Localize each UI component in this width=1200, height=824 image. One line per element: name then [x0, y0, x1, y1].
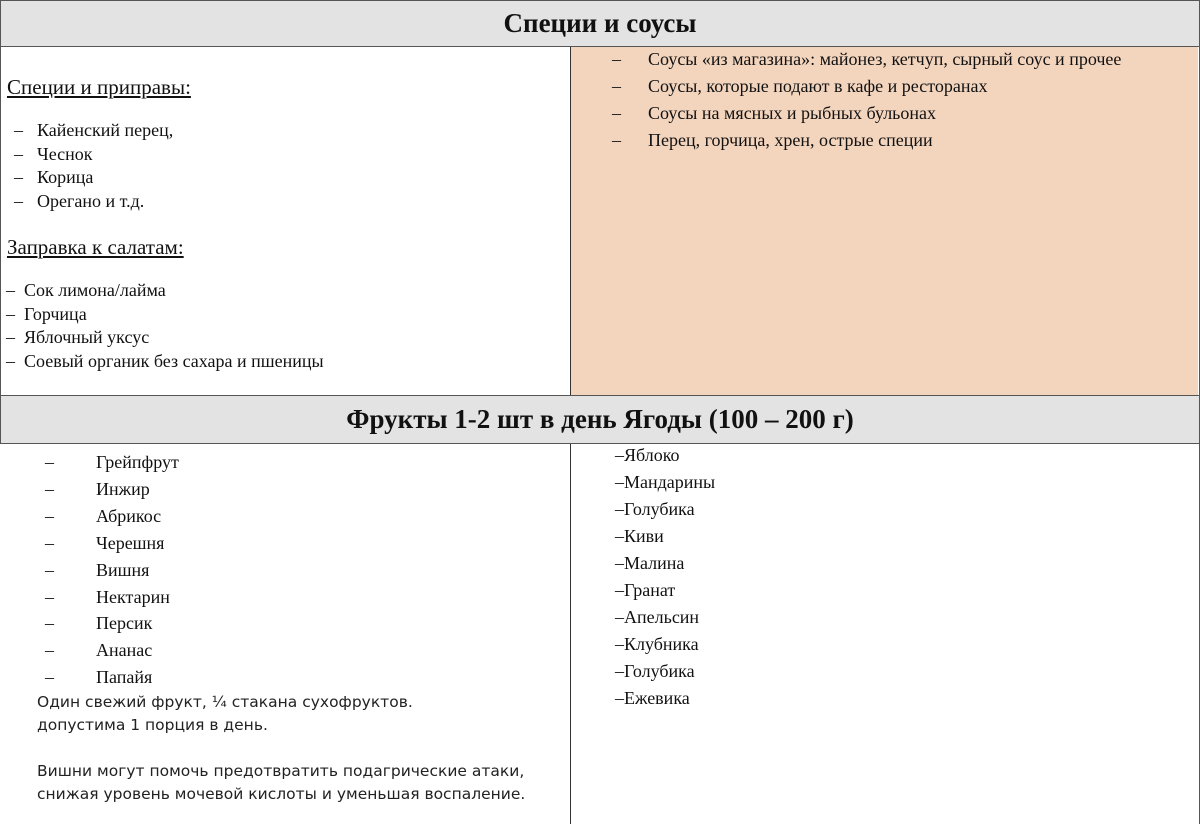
dash-bullet: –	[45, 640, 54, 661]
dash-bullet: –	[612, 76, 621, 96]
list-item-text: Абрикос	[96, 505, 162, 526]
list-item	[615, 604, 715, 631]
dash-bullet: –	[6, 327, 15, 347]
note-line: снижая уровень мочевой кислоты и уменьшая воспаление.	[37, 785, 526, 803]
list-item-text: Соусы «из магазина»: майонез, кетчуп, сырный соус и прочее	[648, 49, 1122, 69]
list-item	[615, 631, 715, 658]
list-item	[615, 496, 715, 523]
note-line: Один свежий фрукт, ¼ стакана сухофруктов.	[37, 693, 413, 711]
list-item-text: Корица	[37, 167, 94, 187]
list-item	[612, 73, 1121, 100]
list-item	[615, 550, 715, 577]
dash-bullet: –	[615, 472, 624, 492]
list-item-text: Папайя	[96, 667, 153, 688]
list-item	[6, 279, 324, 303]
list-item	[45, 476, 179, 503]
dash-bullet: –	[6, 280, 15, 300]
avoid-sauces-list	[612, 46, 1121, 154]
list-item-text: Малина	[624, 553, 685, 573]
list-item	[45, 449, 179, 476]
dash-bullet: –	[615, 580, 624, 600]
note-line	[37, 737, 525, 760]
dash-bullet: –	[612, 49, 621, 69]
section-header-fruits: Фрукты 1-2 шт в день Ягоды (100 – 200 г)	[0, 395, 1200, 444]
list-item	[45, 610, 179, 637]
list-item	[45, 557, 179, 584]
list-item	[6, 326, 324, 350]
dash-bullet: –	[6, 303, 15, 324]
section-header-spices: Специи и соусы	[0, 0, 1200, 47]
dash-bullet: –	[45, 559, 54, 580]
list-item-text: Перец, горчица, хрен, острые специи	[648, 130, 933, 150]
fruit-note	[37, 691, 525, 806]
dash-bullet: –	[615, 445, 624, 465]
list-item-text: Персик	[96, 613, 153, 634]
list-item-text: Соевый органик без сахара и пшеницы	[24, 350, 324, 371]
dash-bullet: –	[615, 661, 624, 681]
list-item	[14, 119, 173, 143]
list-item-text: Нектарин	[96, 586, 170, 607]
column-divider-bottom	[570, 444, 571, 824]
column-divider-top	[570, 47, 571, 395]
list-item-text: Грейпфрут	[96, 452, 179, 472]
list-item	[615, 685, 715, 712]
list-item-text: Горчица	[24, 303, 87, 324]
dash-bullet: –	[615, 607, 624, 627]
list-item-text: Кайенский перец,	[37, 120, 174, 140]
list-item	[615, 442, 715, 469]
dash-bullet: –	[14, 167, 23, 187]
list-item	[612, 46, 1121, 73]
list-item-text: Орегано и т.д.	[37, 190, 145, 211]
list-item-text: Яблоко	[624, 445, 680, 465]
dash-bullet: –	[45, 667, 54, 688]
list-item-text: Чеснок	[37, 143, 93, 164]
list-item	[6, 350, 324, 374]
list-item-text: Ананас	[96, 640, 153, 661]
list-item	[615, 577, 715, 604]
dash-bullet: –	[615, 553, 624, 573]
list-item	[615, 658, 715, 685]
list-item	[615, 469, 715, 496]
list-item-text: Киви	[624, 526, 664, 546]
list-item	[14, 190, 173, 214]
list-item-text: Ежевика	[624, 688, 690, 708]
list-item	[45, 530, 179, 557]
list-item	[45, 584, 179, 611]
dash-bullet: –	[14, 190, 23, 211]
list-item-text: Черешня	[96, 532, 165, 553]
list-item	[6, 303, 324, 327]
dash-bullet: –	[612, 103, 621, 123]
note-line: допустима 1 порция в день.	[37, 716, 268, 734]
list-item-text: Инжир	[96, 478, 150, 499]
berries-list	[615, 442, 715, 712]
dash-bullet: –	[615, 526, 624, 546]
left-border	[0, 0, 1, 444]
list-item-text: Вишня	[96, 559, 150, 580]
list-item-text: Гранат	[624, 580, 676, 600]
dash-bullet: –	[612, 130, 621, 150]
dressing-list	[6, 279, 324, 373]
dressing-heading: Заправка к салатам:	[7, 235, 184, 259]
fruits-list	[45, 449, 179, 691]
list-item	[615, 523, 715, 550]
dash-bullet: –	[45, 505, 54, 526]
list-item-text: Голубика	[624, 661, 695, 681]
dash-bullet: –	[45, 586, 54, 607]
dash-bullet: –	[14, 120, 23, 140]
dash-bullet: –	[14, 143, 23, 164]
dash-bullet: –	[45, 478, 54, 499]
list-item	[14, 143, 173, 167]
dash-bullet: –	[45, 452, 54, 472]
list-item-text: Соусы, которые подают в кафе и ресторанах	[648, 76, 988, 96]
dash-bullet: –	[6, 350, 15, 371]
note-line: Вишни могут помочь предотвратить подагрические атаки,	[37, 762, 525, 780]
spices-heading: Специи и приправы:	[7, 75, 191, 99]
list-item-text: Апельсин	[624, 607, 700, 627]
dash-bullet: –	[45, 613, 54, 634]
list-item-text: Сок лимона/лайма	[24, 280, 166, 300]
dash-bullet: –	[615, 634, 624, 654]
list-item	[14, 166, 173, 190]
list-item	[45, 503, 179, 530]
dash-bullet: –	[615, 499, 624, 519]
list-item	[612, 100, 1121, 127]
list-item-text: Голубика	[624, 499, 695, 519]
list-item-text: Мандарины	[624, 472, 716, 492]
spices-list	[14, 119, 173, 213]
list-item	[612, 127, 1121, 154]
list-item	[45, 637, 179, 664]
list-item	[45, 664, 179, 691]
dash-bullet: –	[45, 532, 54, 553]
list-item-text: Соусы на мясных и рыбных бульонах	[648, 103, 937, 123]
list-item-text: Яблочный уксус	[24, 327, 150, 347]
dash-bullet: –	[615, 688, 624, 708]
list-item-text: Клубника	[624, 634, 699, 654]
